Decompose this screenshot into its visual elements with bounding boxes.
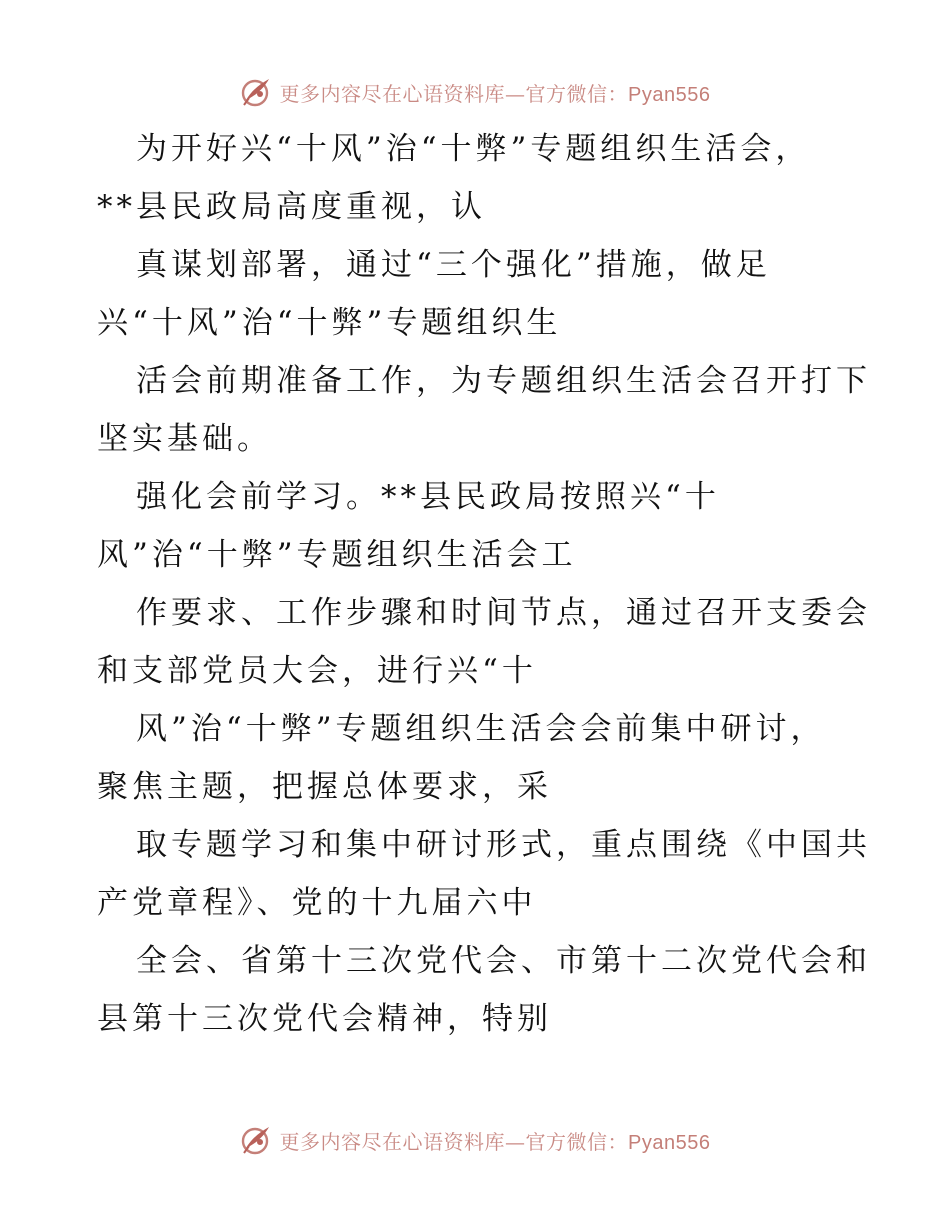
body-line: 为开好兴“十风”治“十弊”专题组织生活会， [136, 131, 811, 167]
body-line: 风”治“十弊”专题组织生活会工 [97, 537, 577, 573]
body-line: 产党章程》、党的十九届六中 [97, 885, 537, 921]
body-line: 县第十三次党代会精神，特别 [97, 1001, 552, 1037]
quill-logo-icon [240, 1124, 272, 1156]
body-line: 真谋划部署，通过“三个强化”措施，做足 [136, 247, 771, 283]
body-line: 取专题学习和集中研讨形式，重点围绕《中国共 [136, 827, 871, 863]
body-line: 兴“十风”治“十弊”专题组织生 [97, 305, 562, 341]
watermark-text: 更多内容尽在心语资料库—官方微信：Pyan556 [279, 1129, 711, 1154]
watermark-text: 更多内容尽在心语资料库—官方微信：Pyan556 [279, 81, 711, 106]
body-line: 全会、省第十三次党代会、市第十二次党代会和 [136, 943, 871, 979]
header-watermark [0, 72, 950, 112]
body-line: 强化会前学习。**县民政局按照兴“十 [136, 479, 720, 515]
body-line: **县民政局高度重视，认 [97, 189, 486, 225]
footer-watermark [0, 1120, 950, 1160]
body-line: 和支部党员大会，进行兴“十 [97, 653, 537, 689]
body-line: 活会前期准备工作，为专题组织生活会召开打下 [136, 363, 871, 399]
body-line: 风”治“十弊”专题组织生活会会前集中研讨， [136, 711, 826, 747]
body-line: 作要求、工作步骤和时间节点，通过召开支委会 [136, 595, 871, 631]
body-line: 聚焦主题，把握总体要求，采 [97, 769, 552, 805]
quill-logo-icon [240, 76, 272, 108]
body-line: 坚实基础。 [97, 421, 272, 457]
